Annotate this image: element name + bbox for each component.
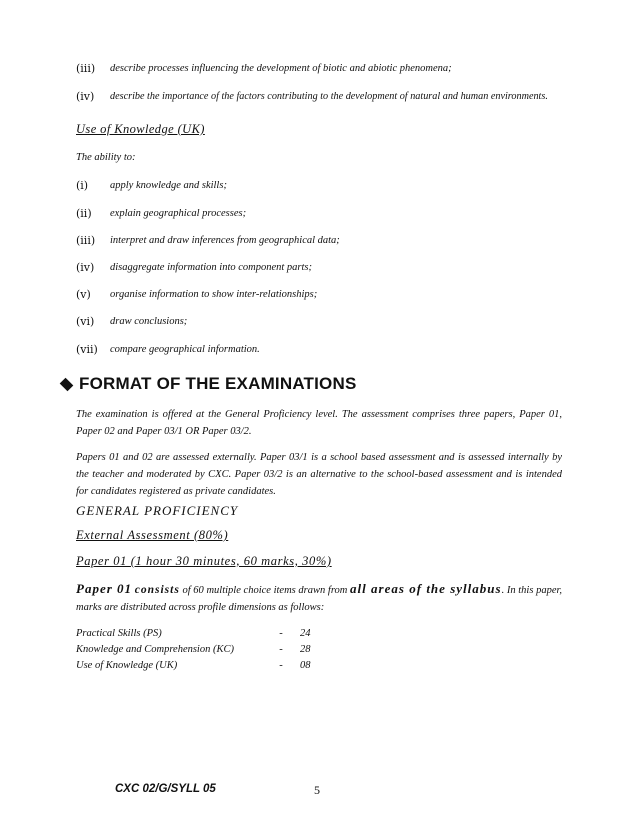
marks-table xyxy=(76,625,340,673)
paper01-text-end: . In this paper, marks are distributed across profile dimensions as follows: xyxy=(76,585,563,613)
paper01-paragraph xyxy=(76,580,562,616)
item-number: (i) xyxy=(76,178,89,192)
list-item xyxy=(76,258,578,276)
item-number: (iii) xyxy=(76,233,96,247)
all-areas-phrase: all areas of the syllabus xyxy=(350,581,502,596)
mark-value: 08 xyxy=(300,659,311,671)
item-text: describe processes influencing the development of biotic and abiotic phenomena; xyxy=(110,62,452,74)
mark-value: 28 xyxy=(300,643,311,655)
list-item xyxy=(76,312,578,330)
item-number: (v) xyxy=(76,287,91,301)
list-item xyxy=(76,59,578,77)
item-text: apply knowledge and skills; xyxy=(110,179,227,191)
mark-label: Use of Knowledge (UK) xyxy=(76,659,178,671)
list-item xyxy=(76,176,578,194)
list-item xyxy=(76,231,578,249)
uk-heading: Use of Knowledge (UK) xyxy=(76,122,205,136)
diamond-bullet-icon xyxy=(60,377,74,391)
paper01-label: Paper 01 xyxy=(76,581,133,596)
paragraph-assessment: Papers 01 and 02 are assessed externally. Paper 03/1 is a school based assessment and is assessed internally by the teacher and moderated by CXC. Paper 03/2 is an alternative to the school-based assessment and is intended for candidates registered as private candidates. xyxy=(76,452,562,497)
mark-dash: - xyxy=(279,627,283,639)
list-item xyxy=(76,285,578,303)
table-row xyxy=(76,657,340,673)
table-row xyxy=(76,641,340,657)
item-number: (vii) xyxy=(76,342,98,356)
list-item xyxy=(76,204,578,222)
item-number: (iv) xyxy=(76,260,95,274)
footer-code: CXC 02/G/SYLL 05 xyxy=(115,783,216,795)
mark-dash: - xyxy=(279,659,283,671)
mark-dash: - xyxy=(279,643,283,655)
paragraph-intro: The examination is offered at the General Proficiency level. The assessment comprises three papers, Paper 01, Paper 02 and Paper 03/1 OR Paper 03/2. xyxy=(76,409,562,437)
item-text: compare geographical information. xyxy=(110,343,260,355)
item-text: draw conclusions; xyxy=(110,315,188,327)
item-text: describe the importance of the factors contributing to the development of natural and human environments. xyxy=(110,90,548,102)
item-text: interpret and draw inferences from geographical data; xyxy=(110,234,340,246)
item-number: (iv) xyxy=(76,89,95,103)
list-item xyxy=(76,87,578,105)
item-text: explain geographical processes; xyxy=(110,207,247,219)
table-row xyxy=(76,625,340,641)
item-number: (iii) xyxy=(76,61,96,75)
item-text: organise information to show inter-relationships; xyxy=(110,288,318,300)
section-heading xyxy=(58,374,357,394)
page-number: 5 xyxy=(314,783,320,797)
uk-intro: The ability to: xyxy=(76,152,136,163)
list-item xyxy=(76,340,578,358)
paper01-heading: Paper 01 (1 hour 30 minutes, 60 marks, 30%) xyxy=(76,554,332,568)
mark-label: Practical Skills (PS) xyxy=(76,627,162,639)
external-assessment-heading: External Assessment (80%) xyxy=(76,528,229,542)
item-text: disaggregate information into component parts; xyxy=(110,261,313,273)
paper01-text-mid: of 60 multiple choice items drawn from xyxy=(182,585,348,596)
item-number: (ii) xyxy=(76,206,92,220)
section-title: FORMAT OF THE EXAMINATIONS xyxy=(79,374,357,393)
consists-word: consists xyxy=(134,584,180,596)
item-number: (vi) xyxy=(76,314,95,328)
general-proficiency-heading: GENERAL PROFICIENCY xyxy=(76,503,239,518)
mark-label: Knowledge and Comprehension (KC) xyxy=(76,643,234,655)
mark-value: 24 xyxy=(300,627,311,639)
